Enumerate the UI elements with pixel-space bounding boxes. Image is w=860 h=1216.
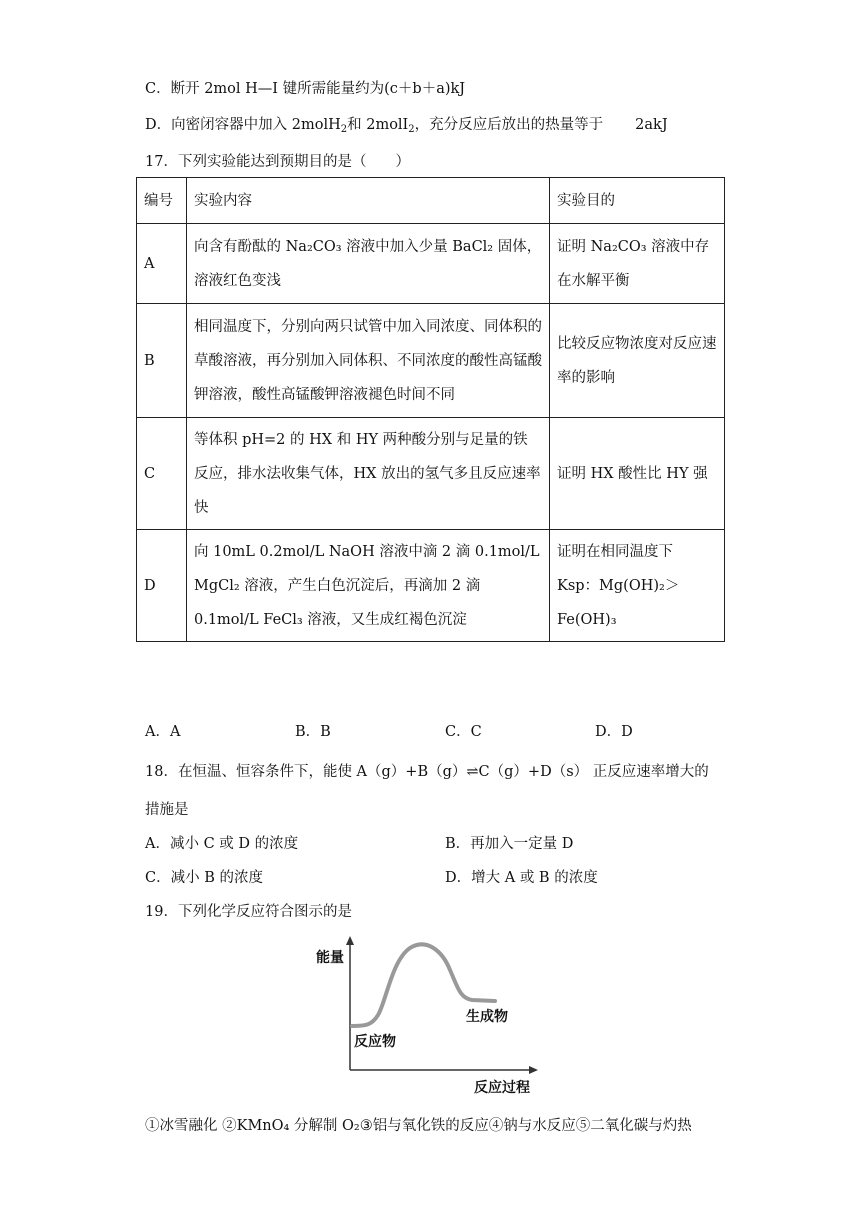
table-header-row: [137, 178, 725, 224]
q17-option-a: A．A: [145, 724, 181, 740]
q18-option-b: B．再加入一定量 D: [445, 836, 574, 852]
row-id: C: [137, 418, 187, 530]
table-row: [137, 304, 725, 418]
q17-option-d: D．D: [595, 724, 633, 740]
q19-stem: 19．下列化学反应符合图示的是: [145, 904, 352, 920]
q17-option-c: C．C: [445, 724, 482, 740]
q16-option-d-text-3: ，充分反应后放出的热量等于: [414, 117, 604, 133]
q17-stem: 17．下列实验能达到预期目的是（ ）: [145, 154, 410, 170]
q17-option-b: B．B: [295, 724, 331, 740]
q16-option-d-text-1: D．向密闭容器中加入 2molH: [145, 117, 341, 133]
q16-option-c: C．断开 2mol H—I 键所需能量约为(c＋b＋a)kJ: [145, 81, 466, 97]
q16-option-d-value: 2akJ: [635, 117, 668, 133]
table-row: [137, 224, 725, 304]
x-axis-arrow: [529, 1066, 538, 1074]
row-purpose: 证明 HX 酸性比 HY 强: [550, 418, 725, 530]
q18-option-c: C．减小 B 的浓度: [145, 870, 263, 886]
q16-option-d: [145, 113, 668, 134]
q18-stem-line1: 18．在恒温、恒容条件下，能使 A（g）+B（g）⇌C（g）+D（s） 正反应速率增大的: [145, 764, 709, 780]
q18-stem-line2: 措施是: [145, 802, 189, 818]
experiment-table: [136, 177, 725, 642]
table-header-cell: 编号: [137, 178, 187, 224]
product-label: 生成物: [466, 1009, 508, 1025]
q16-option-d-text-2: 和 2molI: [347, 117, 409, 133]
row-purpose: 证明在相同温度下 Ksp：Mg(OH)₂＞Fe(OH)₃: [550, 530, 725, 642]
x-axis-label: 反应过程: [474, 1080, 530, 1096]
row-purpose: 证明 Na₂CO₃ 溶液中存在水解平衡: [550, 224, 725, 304]
subscript: 2: [408, 124, 415, 135]
subscript: 2: [340, 124, 348, 135]
q18-option-a: A．减小 C 或 D 的浓度: [145, 836, 299, 852]
row-id: D: [137, 530, 187, 642]
q18-option-d: D．增大 A 或 B 的浓度: [445, 870, 598, 886]
row-content: 向 10mL 0.2mol/L NaOH 溶液中滴 2 滴 0.1mol/L MgCl₂ 溶液，产生白色沉淀后，再滴加 2 滴 0.1mol/L FeCl₃ 溶液，又生成红褐色沉淀: [187, 530, 550, 642]
q19-items: ①冰雪融化 ②KMnO₄ 分解制 O₂③铝与氧化铁的反应④钠与水反应⑤二氧化碳与灼热: [145, 1118, 692, 1134]
table-header-cell: 实验目的: [550, 178, 725, 224]
row-content: 向含有酚酞的 Na₂CO₃ 溶液中加入少量 BaCl₂ 固体，溶液红色变浅: [187, 224, 550, 304]
y-axis-arrow: [346, 936, 354, 945]
row-content: 等体积 pH=2 的 HX 和 HY 两种酸分别与足量的铁反应，排水法收集气体，HX 放出的氢气多且反应速率快: [187, 418, 550, 530]
row-id: B: [137, 304, 187, 418]
row-content: 相同温度下，分别向两只试管中加入同浓度、同体积的草酸溶液，再分别加入同体积、不同浓度的酸性高锰酸钾溶液，酸性高锰酸钾溶液褪色时间不同: [187, 304, 550, 418]
row-purpose: 比较反应物浓度对反应速率的影响: [550, 304, 725, 418]
y-axis-label: 能量: [316, 950, 344, 966]
energy-diagram: [300, 930, 560, 1100]
table-header-cell: 实验内容: [187, 178, 550, 224]
reactant-label: 反应物: [354, 1034, 396, 1050]
table-row: [137, 418, 725, 530]
table-row: [137, 530, 725, 642]
row-id: A: [137, 224, 187, 304]
